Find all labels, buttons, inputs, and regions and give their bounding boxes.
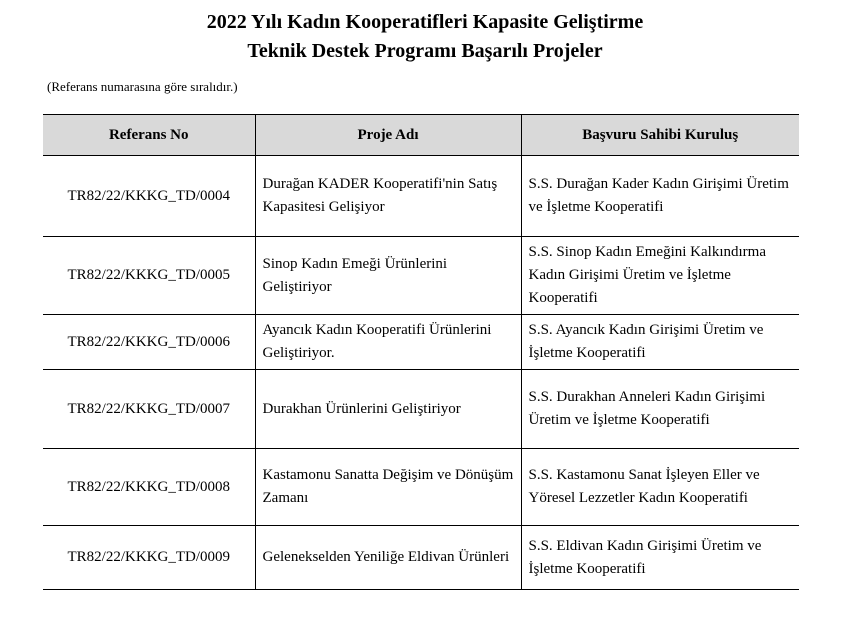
table-row [43, 449, 799, 526]
project-cell: Kastamonu Sanatta Değişim ve Dönüşüm Zamanı [255, 449, 521, 526]
applicant-cell: S.S. Kastamonu Sanat İşleyen Eller ve Yöresel Lezzetler Kadın Kooperatifi [521, 449, 799, 526]
project-cell: Sinop Kadın Emeği Ürünlerini Geliştiriyor [255, 237, 521, 315]
header-applicant: Başvuru Sahibi Kuruluş [521, 115, 799, 156]
project-cell: Durakhan Ürünlerini Geliştiriyor [255, 370, 521, 449]
header-reference-no: Referans No [43, 115, 255, 156]
applicant-cell: S.S. Durağan Kader Kadın Girişimi Üretim ve İşletme Kooperatifi [521, 156, 799, 237]
table-row [43, 156, 799, 237]
applicant-cell: S.S. Eldivan Kadın Girişimi Üretim ve İşletme Kooperatifi [521, 526, 799, 590]
reference-cell: TR82/22/KKKG_TD/0006 [43, 315, 255, 370]
reference-cell: TR82/22/KKKG_TD/0008 [43, 449, 255, 526]
sort-note: (Referans numarasına göre sıralıdır.) [47, 79, 238, 94]
table-row [43, 315, 799, 370]
reference-cell: TR82/22/KKKG_TD/0004 [43, 156, 255, 237]
project-cell: Ayancık Kadın Kooperatifi Ürünlerini Geliştiriyor. [255, 315, 521, 370]
reference-cell: TR82/22/KKKG_TD/0007 [43, 370, 255, 449]
projects-table [43, 114, 799, 590]
document-title-line-1: 2022 Yılı Kadın Kooperatifleri Kapasite Geliştirme [206, 11, 644, 33]
reference-cell: TR82/22/KKKG_TD/0005 [43, 237, 255, 315]
document-title [0, 8, 850, 66]
header-project-name: Proje Adı [255, 115, 521, 156]
project-cell: Durağan KADER Kooperatifi'nin Satış Kapasitesi Gelişiyor [255, 156, 521, 237]
table-header [43, 115, 799, 156]
applicant-cell: S.S. Sinop Kadın Emeğini Kalkındırma Kadın Girişimi Üretim ve İşletme Kooperatifi [521, 237, 799, 315]
document-title-line-2: Teknik Destek Programı Başarılı Projeler [247, 40, 603, 62]
table-body [43, 156, 799, 590]
applicant-cell: S.S. Ayancık Kadın Girişimi Üretim ve İşletme Kooperatifi [521, 315, 799, 370]
header-row [43, 115, 799, 156]
table-row [43, 370, 799, 449]
applicant-cell: S.S. Durakhan Anneleri Kadın Girişimi Üretim ve İşletme Kooperatifi [521, 370, 799, 449]
table-row [43, 237, 799, 315]
table-row [43, 526, 799, 590]
reference-cell: TR82/22/KKKG_TD/0009 [43, 526, 255, 590]
project-cell: Gelenekselden Yeniliğe Eldivan Ürünleri [255, 526, 521, 590]
